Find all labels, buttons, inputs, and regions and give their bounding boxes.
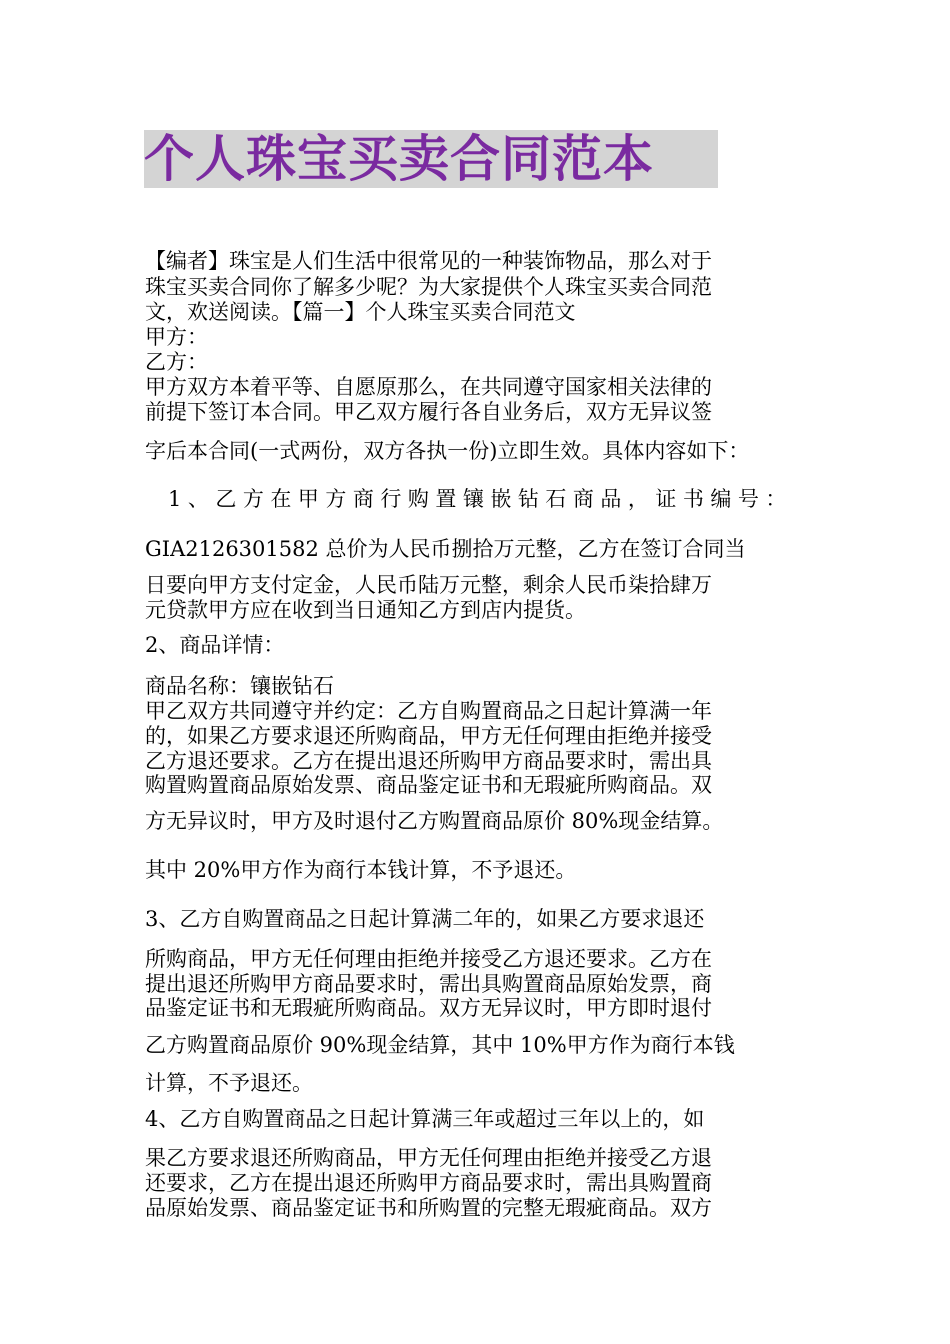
paragraph-line: 品鉴定证书和无瑕疵所购商品。双方无异议时，甲方即时退付 [145,996,712,1020]
paragraph-line: 购置购置商品原始发票、商品鉴定证书和无瑕疵所购商品。双 [145,773,712,797]
paragraph-line: GIA2126301582 总价为人民币捌拾万元整，乙方在签订合同当 [145,537,746,561]
paragraph-line: 其中 20%甲方作为商行本钱计算，不予退还。 [145,858,577,882]
paragraph-line: 的，如果乙方要求退还所购商品，甲方无任何理由拒绝并接受 [145,724,712,748]
paragraph-line: 2、商品详情： [145,633,285,657]
paragraph-line: 日要向甲方支付定金，人民币陆万元整，剩余人民币柒拾肆万 [145,573,712,597]
paragraph-line: 甲方： [145,325,208,349]
paragraph-line: 乙方购置商品原价 90%现金结算，其中 10%甲方作为商行本钱 [145,1033,735,1057]
paragraph-line: 珠宝买卖合同你了解多少呢？为大家提供个人珠宝买卖合同范 [145,275,712,299]
paragraph-line: 方无异议时，甲方及时退付乙方购置商品原价 80%现金结算。 [145,809,724,833]
paragraph-line: 乙方： [145,350,208,374]
paragraph-line: 甲乙双方共同遵守并约定：乙方自购置商品之日起计算满一年 [145,699,712,723]
paragraph-line: 字后本合同(一式两份，双方各执一份)立即生效。具体内容如下： [145,439,750,463]
paragraph-line: 计算，不予退还。 [145,1071,313,1095]
paragraph-line: 4、乙方自购置商品之日起计算满三年或超过三年以上的，如 [145,1107,705,1131]
paragraph-line: 提出退还所购甲方商品要求时，需出具购置商品原始发票，商 [145,972,712,996]
paragraph-line: 还要求，乙方在提出退还所购甲方商品要求时，需出具购置商 [145,1171,712,1195]
paragraph-line: 【编者】珠宝是人们生活中很常见的一种装饰物品，那么对于 [145,249,712,273]
paragraph-line: 品原始发票、商品鉴定证书和所购置的完整无瑕疵商品。双方 [145,1196,712,1220]
paragraph-line: 所购商品，甲方无任何理由拒绝并接受乙方退还要求。乙方在 [145,947,712,971]
paragraph-line: 1、乙方在甲方商行购置镶嵌钻石商品，证书编号： [168,487,793,511]
paragraph-line: 前提下签订本合同。甲乙双方履行各自业务后，双方无异议签 [145,400,712,424]
paragraph-line: 乙方退还要求。乙方在提出退还所购甲方商品要求时，需出具 [145,749,712,773]
paragraph-line: 商品名称：镶嵌钻石 [145,674,334,698]
paragraph-line: 甲方双方本着平等、自愿原那么，在共同遵守国家相关法律的 [145,375,712,399]
document-title: 个人珠宝买卖合同范本 [144,130,718,188]
paragraph-line: 元贷款甲方应在收到当日通知乙方到店内提货。 [145,598,586,622]
paragraph-line: 文，欢送阅读。【篇一】个人珠宝买卖合同范文 [145,300,576,324]
paragraph-line: 果乙方要求退还所购商品，甲方无任何理由拒绝并接受乙方退 [145,1146,712,1170]
paragraph-line: 3、乙方自购置商品之日起计算满二年的，如果乙方要求退还 [145,907,705,931]
